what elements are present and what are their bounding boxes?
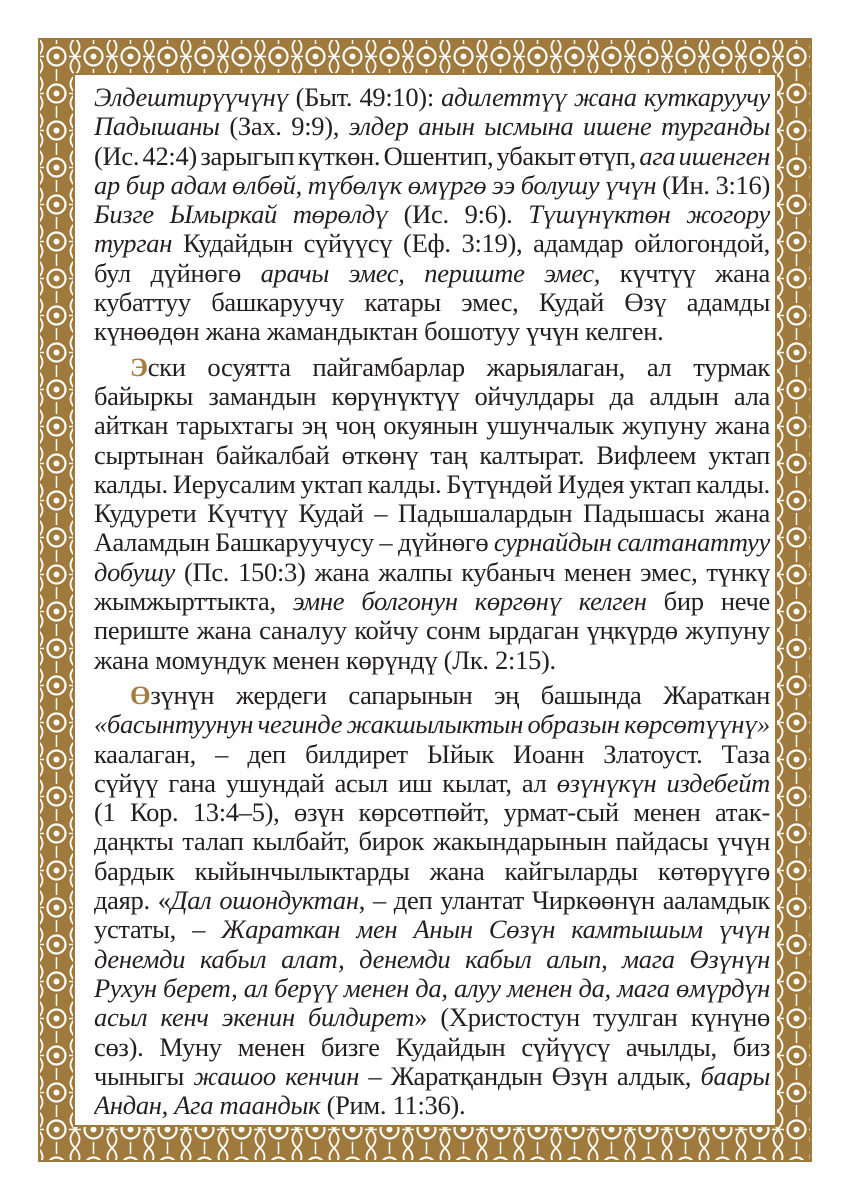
text-run: даяр. « bbox=[94, 886, 171, 916]
text-line-content bbox=[94, 915, 770, 944]
text-run: бардык кыйынчылыктарды жана кайгыларды көтөрүүгө bbox=[94, 856, 770, 886]
text-line bbox=[94, 200, 770, 229]
text-run: сыртынан байкалбай өткөнү таң калтырат. Вифлеем уктап bbox=[94, 440, 770, 470]
text-line-content bbox=[94, 827, 770, 856]
text-run: ски осуятта пайгамбарлар жарыялаган, ал турмак bbox=[147, 352, 770, 382]
text-run: жымжырттыкта, bbox=[94, 587, 293, 617]
text-line-content bbox=[94, 710, 770, 739]
italic-run: жашоо кенчин bbox=[193, 1061, 360, 1091]
italic-run: Жараткан мен Анын Сөзүн камтышым үчүн bbox=[221, 915, 770, 945]
text-line bbox=[94, 915, 770, 944]
italic-run: Рухун берет, ал берүү менен да, алуу менен да, мага өмүрдүн bbox=[94, 973, 770, 1003]
text-run: даңкты талап кылбайт, бирок жакындарынын пайдасы үчүн bbox=[94, 827, 770, 857]
drop-cap: Ө bbox=[130, 680, 151, 710]
italic-run: сурнайдын салтанаттуу bbox=[493, 528, 770, 558]
text-line-content bbox=[94, 587, 770, 616]
italic-run: «басынтуунун чегинде жакшылыктын образын көрсөтүүнү» bbox=[94, 710, 770, 740]
text-line-content bbox=[94, 769, 770, 798]
italic-run: ар бир адам өлбөй, түбөлүк өмүргө ээ болушу үчүн bbox=[94, 170, 657, 200]
text-run: сөз). Муну менен бизге Кудайдын сүйүүсү ачылды, биз bbox=[94, 1032, 770, 1062]
text-line-content bbox=[94, 142, 770, 171]
text-line-content bbox=[130, 353, 770, 382]
text-line bbox=[94, 587, 770, 616]
paragraph bbox=[94, 83, 770, 347]
italic-run: асыл кенч экенин билдирет bbox=[94, 1003, 415, 1033]
text-run: чыныгы bbox=[94, 1061, 194, 1091]
text-line-content bbox=[94, 288, 770, 317]
text-run: (Ин. 3:16) bbox=[656, 170, 770, 200]
document-body bbox=[94, 83, 770, 1126]
italic-run: турган bbox=[94, 229, 173, 259]
text-line-content bbox=[94, 646, 556, 675]
text-line-content bbox=[94, 528, 770, 557]
text-line bbox=[94, 681, 770, 710]
text-line bbox=[94, 1003, 770, 1032]
italic-run: адилеттүү жана куткаруучу bbox=[441, 83, 770, 112]
text-line bbox=[94, 259, 770, 288]
text-line bbox=[94, 470, 770, 499]
text-line-content bbox=[94, 499, 770, 528]
text-run: Ааламдын Башкаруучусу – дүйнөгө bbox=[94, 528, 494, 558]
text-line bbox=[94, 229, 770, 258]
text-run: периште жана саналуу койчу сонм ырдаган үңкүрдө жупуну bbox=[94, 616, 770, 646]
text-line-content bbox=[94, 229, 770, 258]
text-line bbox=[94, 740, 770, 769]
text-run: (Быт. 49:10): bbox=[288, 83, 442, 112]
text-line bbox=[94, 974, 770, 1003]
text-line bbox=[94, 827, 770, 856]
text-line-content bbox=[94, 1003, 770, 1032]
text-line-content bbox=[94, 974, 770, 1003]
text-run: айткан тарыхтагы эң чоң окуянын ушунчалык жупуну жана bbox=[94, 411, 770, 441]
text-line bbox=[94, 1062, 770, 1091]
text-line bbox=[94, 142, 770, 171]
italic-run: денемди кабыл алат, денемди кабыл алып, мага Өзүнүн bbox=[94, 944, 770, 974]
italic-run: Элдештирүүчүнү bbox=[94, 83, 289, 112]
text-run: Кудайдын сүйүүсү (Еф. 3:19), адамдар ойлогондой, bbox=[172, 229, 770, 259]
text-line-content bbox=[94, 259, 770, 288]
text-line bbox=[94, 83, 770, 112]
text-line bbox=[94, 171, 770, 200]
text-run: кубаттуу башкаруучу катары эмес, Кудай Өзү адамды bbox=[94, 288, 770, 318]
text-run: сүйүү гана ушундай асыл иш кылат, ал bbox=[94, 768, 557, 798]
italic-run: эмне болгонун көргөнү келген bbox=[292, 587, 647, 617]
text-line bbox=[94, 382, 770, 411]
text-run: каалаган, – деп билдирет Ыйык Иоанн Златоуст. Таза bbox=[94, 739, 770, 769]
text-line bbox=[94, 558, 770, 587]
text-line-content bbox=[94, 83, 770, 112]
text-line-content bbox=[94, 1062, 770, 1091]
text-line bbox=[94, 886, 770, 915]
text-line-content bbox=[94, 200, 770, 229]
text-line-content bbox=[94, 441, 770, 470]
italic-run: ага ишенген bbox=[639, 141, 770, 171]
text-run: (Рим. 11:36). bbox=[320, 1091, 466, 1121]
text-run: зүнүн жердеги сапарынын эң башында Жараткан bbox=[150, 680, 770, 710]
text-line-content bbox=[94, 798, 770, 827]
text-line-content bbox=[94, 382, 770, 411]
text-run: Кудурети Күчтүү Кудай – Падышалардын Падышасы жана bbox=[94, 499, 770, 529]
text-line bbox=[94, 710, 770, 739]
text-run: (Зах. 9:9), bbox=[219, 112, 349, 142]
text-line bbox=[94, 353, 770, 382]
text-run: устаты, – bbox=[94, 915, 222, 945]
text-run: күнөөдөн жана жамандыктан бошотуу үчүн келген. bbox=[94, 317, 664, 347]
italic-run: элдер анын ысмына ишене турганды bbox=[348, 112, 770, 142]
text-line bbox=[94, 616, 770, 645]
text-line-content bbox=[94, 317, 663, 346]
text-line-content bbox=[94, 558, 770, 587]
text-line bbox=[94, 1091, 770, 1120]
text-line-content bbox=[94, 1091, 465, 1120]
text-line bbox=[94, 528, 770, 557]
drop-cap: Э bbox=[130, 352, 148, 382]
text-line bbox=[94, 441, 770, 470]
text-line bbox=[94, 1033, 770, 1062]
italic-run: Дал ошондуктан bbox=[170, 886, 359, 916]
text-line-content bbox=[94, 945, 770, 974]
text-run: , – деп улантат Чиркөөнүн ааламдык bbox=[358, 886, 770, 916]
paragraph bbox=[94, 353, 770, 675]
text-line-content bbox=[130, 681, 770, 710]
text-line bbox=[94, 411, 770, 440]
text-run: калды. Иерусалим уктап калды. Бүтүндөй Иудея уктап калды. bbox=[94, 469, 770, 499]
text-run: (Ис. 42:4) зарыгып күткөн. Ошентип, убакыт өтүп, bbox=[94, 141, 640, 171]
text-run: » (Христостун туулган күнүнө bbox=[414, 1003, 770, 1033]
text-run: бир нече bbox=[646, 587, 770, 617]
text-line bbox=[94, 945, 770, 974]
text-line bbox=[94, 499, 770, 528]
text-run: (Ис. 9:6). bbox=[387, 200, 529, 230]
text-line bbox=[94, 288, 770, 317]
text-line bbox=[94, 112, 770, 141]
text-line bbox=[94, 798, 770, 827]
text-run: (1 Кор. 13:4–5), өзүн көрсөтпөйт, урмат-сый менен атак- bbox=[94, 798, 770, 828]
text-line-content bbox=[94, 1033, 770, 1062]
text-run: – Жаратқандын Өзүн алдык, bbox=[359, 1061, 701, 1091]
text-line-content bbox=[94, 740, 770, 769]
text-line bbox=[94, 857, 770, 886]
text-line-content bbox=[94, 616, 770, 645]
italic-run: добушу bbox=[94, 557, 176, 587]
text-line-content bbox=[94, 171, 770, 200]
text-line bbox=[94, 769, 770, 798]
text-run: байыркы замандын көрүнүктүү ойчулдары да алдын ала bbox=[94, 381, 770, 411]
italic-run: Андан, Ага таандык bbox=[94, 1091, 321, 1121]
text-line bbox=[94, 646, 770, 675]
text-run: бул дүйнөгө bbox=[94, 258, 261, 288]
text-run: (Пс. 150:3) жана жалпы кубаныч менен эмес, түнкү bbox=[175, 557, 770, 587]
paragraph bbox=[94, 681, 770, 1120]
text-line-content bbox=[94, 411, 770, 440]
text-run: күчтүү жана bbox=[600, 258, 770, 288]
italic-run: Түшүнүктөн жогору bbox=[528, 200, 770, 230]
text-line-content bbox=[94, 112, 770, 141]
text-line-content bbox=[94, 857, 770, 886]
italic-run: арачы эмес, периште эмес, bbox=[260, 258, 601, 288]
italic-run: баары bbox=[700, 1061, 770, 1091]
text-line-content bbox=[94, 470, 770, 499]
text-run: жана момундук менен көрүндү (Лк. 2:15). bbox=[94, 645, 556, 675]
italic-run: Падышаны bbox=[94, 112, 220, 142]
italic-run: Бизге Ымыркай төрөлдү bbox=[94, 200, 388, 230]
italic-run: өзүнүкүн издебейт bbox=[556, 768, 770, 798]
text-line bbox=[94, 317, 770, 346]
text-line-content bbox=[94, 886, 770, 915]
